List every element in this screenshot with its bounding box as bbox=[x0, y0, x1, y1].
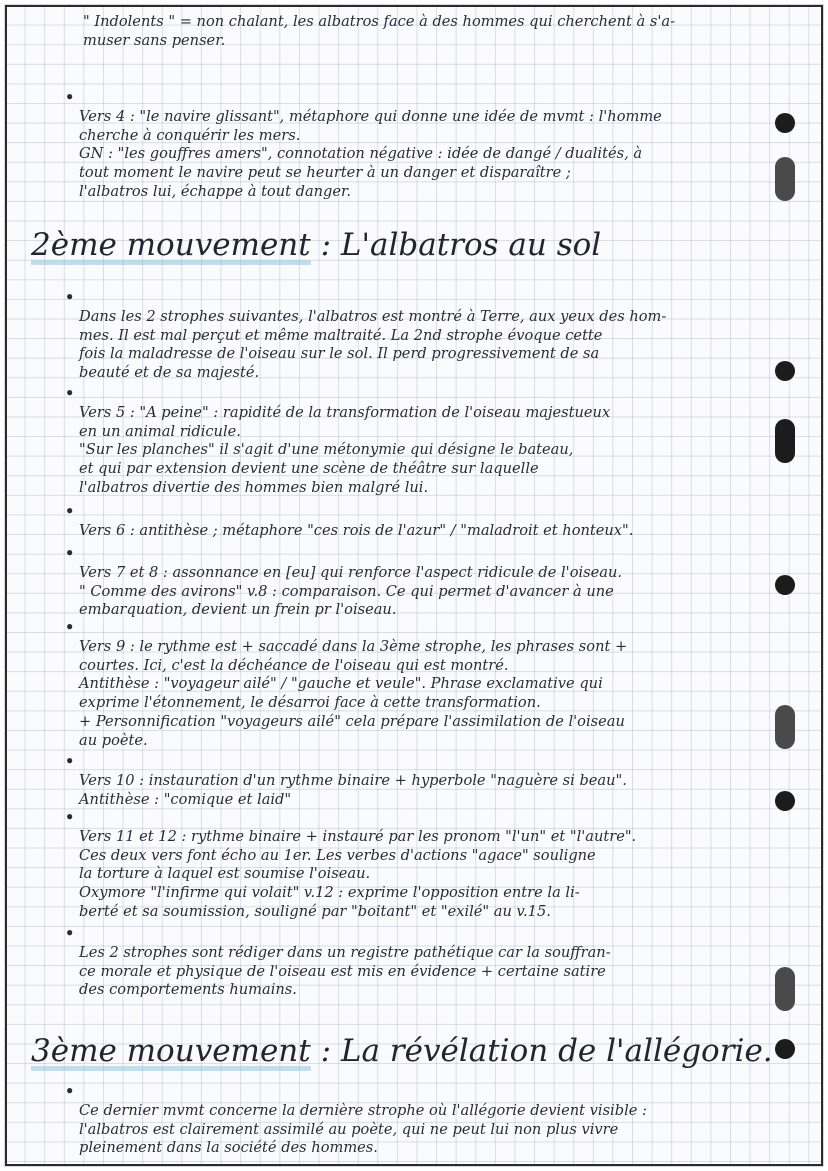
bullet-text: Dans les 2 strophes suivantes, l'albatros est montré à Terre, aux yeux des hom- mes. Il est mal perçut et même maltraité. La 2nd strophe évoque cette fois la maladresse de l'oiseau sur le sol. Il perd progressivement de sa beauté et de sa majesté. bbox=[79, 307, 667, 382]
notebook-page bbox=[4, 4, 824, 1167]
bullet-text: Vers 10 : instauration d'un rythme binaire + hyperbole "naguère si beau". Antithèse : "comique et laid" bbox=[79, 771, 627, 808]
bullet-icon: • bbox=[65, 925, 75, 942]
bullet-text: Les 2 strophes sont rédiger dans un registre pathétique car la souffran- ce morale et physique de l'oiseau est mis en évidence + certaine satire des comportements humains. bbox=[79, 943, 611, 999]
bullet-icon: • bbox=[65, 809, 75, 826]
list-item bbox=[65, 385, 779, 498]
bullet-text: Vers 5 : "A peine" : rapidité de la transformation de l'oiseau majestueux en un animal ridicule. "Sur les planches" il s'agit d'une métonymie qui désigne le bateau, et qui par extension devient une scène de théâtre sur laquelle l'albatros divertie des hommes bien malgré lui. bbox=[79, 403, 611, 496]
list-item bbox=[65, 545, 779, 620]
list-item bbox=[65, 89, 779, 202]
section-heading bbox=[31, 227, 601, 263]
bullet-icon: • bbox=[65, 545, 75, 562]
bullet-icon: • bbox=[65, 1083, 75, 1100]
list-item bbox=[65, 809, 779, 922]
list-item bbox=[65, 619, 779, 751]
bullet-text: Vers 6 : antithèse ; métaphore "ces rois de l'azur" / "maladroit et honteux". bbox=[79, 521, 634, 539]
bullet-text: Vers 7 et 8 : assonnance en [eu] qui renforce l'aspect ridicule de l'oiseau. " Comme des avirons" v.8 : comparaison. Ce qui permet d'avancer à une embarquation, devient un frein pr l'oiseau. bbox=[79, 563, 623, 619]
bullet-text: Vers 4 : "le navire glissant", métaphore qui donne une idée de mvmt : l'homme cherche à conquérir les mers. GN : "les gouffres amers", connotation négative : idée de dangé / dualités, à tout moment le navire peut se heurter à un danger et disparaître ; l'albatros lui, échappe à tout danger. bbox=[79, 107, 662, 200]
list-item bbox=[65, 503, 779, 541]
binder-hole-icon bbox=[775, 1039, 795, 1059]
bullet-text: Vers 9 : le rythme est + saccadé dans la 3ème strophe, les phrases sont + courtes. Ici, c'est la déchéance de l'oiseau qui est montré. Antithèse : "voyageur ailé" / "gauche et veule". Phrase exclamative qui exprime l'étonnement, le désarroi face à cette transformation. + Personnification "voyageurs ailé" cela prépare l'assimilation de l'oiseau au poète. bbox=[79, 637, 628, 749]
bullet-text: Vers 11 et 12 : rythme binaire + instauré par les pronom "l'un" et "l'autre". Ces deux vers font écho au 1er. Les verbes d'actions "agace" souligne la torture à laquel est soumise l'oiseau. Oxymore "l'infirme qui volait" v.12 : exprime l'opposition entre la li- berté et sa soumission, souligné par "boitant" et "exilé" au v.15. bbox=[79, 827, 637, 920]
paragraph-intro: " Indolents " = non chalant, les albatros face à des hommes qui cherchent à s'a- muser sans penser. bbox=[83, 13, 676, 49]
bullet-icon: • bbox=[65, 89, 75, 106]
bullet-icon: • bbox=[65, 619, 75, 636]
bullet-icon: • bbox=[65, 753, 75, 770]
list-item bbox=[65, 1083, 779, 1158]
bullet-icon: • bbox=[65, 289, 75, 306]
bullet-icon: • bbox=[65, 503, 75, 520]
list-item bbox=[65, 753, 779, 809]
bullet-text: Ce dernier mvmt concerne la dernière strophe où l'allégorie devient visible : l'albatros est clairement assimilé au poète, qui ne peut lui non plus vivre pleinement dans la société des hommes. bbox=[79, 1101, 647, 1157]
heading-title: 2ème mouvement bbox=[31, 227, 311, 263]
heading-subtitle: : La révélation de l'allégorie. bbox=[310, 1033, 773, 1069]
list-item bbox=[65, 289, 779, 383]
heading-title: 3ème mouvement bbox=[31, 1033, 311, 1069]
section-heading bbox=[31, 1033, 773, 1069]
bullet-icon: • bbox=[65, 385, 75, 402]
heading-subtitle: : L'albatros au sol bbox=[310, 227, 602, 263]
list-item bbox=[65, 925, 779, 1000]
